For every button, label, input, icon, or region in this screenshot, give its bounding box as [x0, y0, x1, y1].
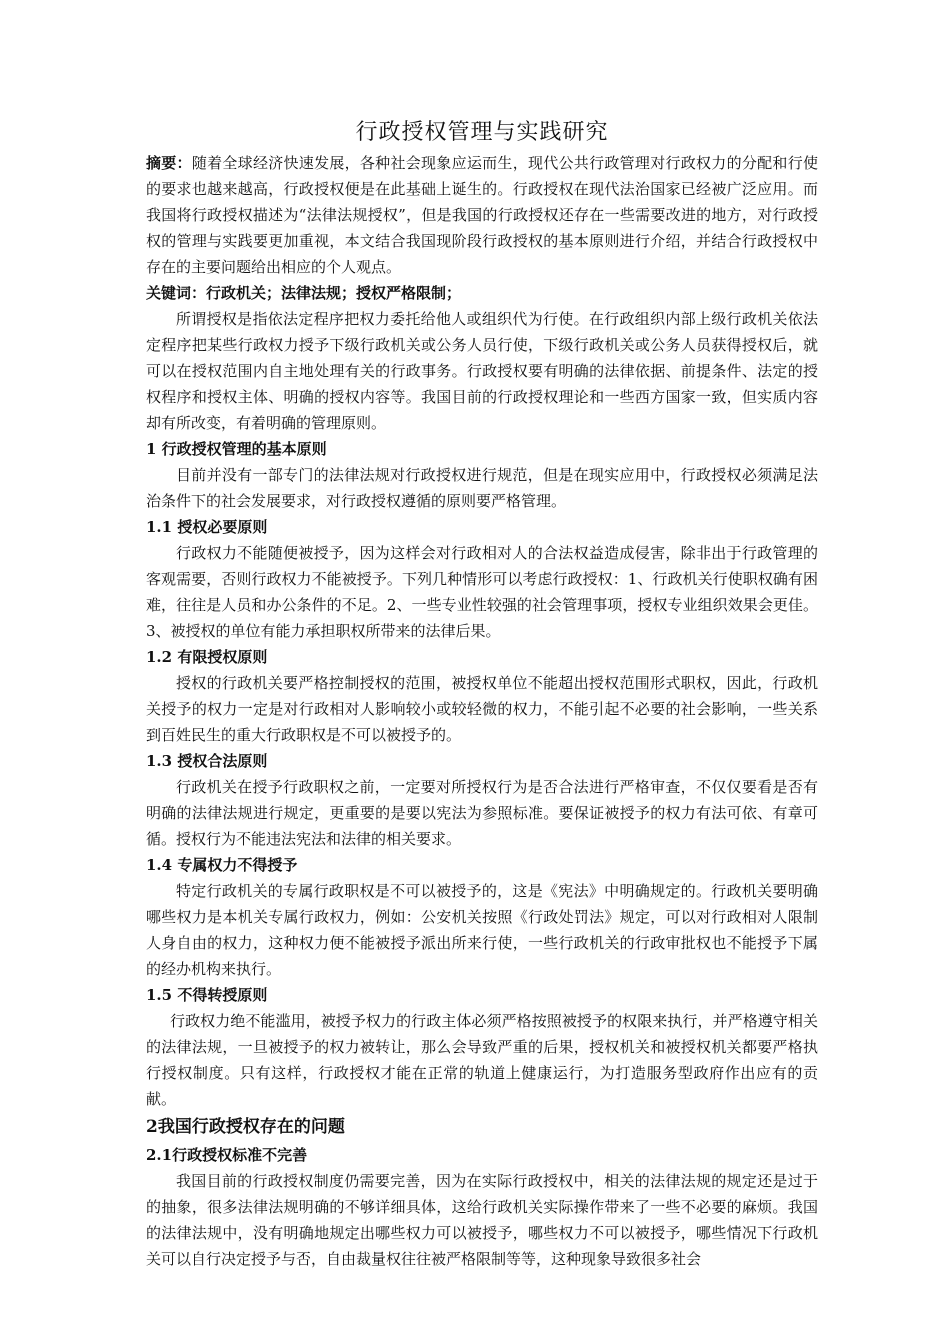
abstract-paragraph [146, 150, 818, 280]
section-2-1-paragraph: 我国目前的行政授权制度仍需要完善，因为在实际行政授权中，相关的法律法规的规定还是过于的抽象，很多法律法规明确的不够详细具体，这给行政机关实际操作带来了一些不必要的麻烦。我国的法律法规中，没有明确地规定出哪些权力可以被授予，哪些权力不可以被授予，哪些情况下行政机关可以自行决定授予与否，自由裁量权往往被严格限制等等，这种现象导致很多社会 [146, 1172, 818, 1268]
section-1-2-paragraph: 授权的行政机关要严格控制授权的范围，被授权单位不能超出授权范围形式职权，因此，行政机关授予的权力一定是对行政相对人影响较小或较轻微的权力，不能引起不必要的社会影响，一些关系到百姓民生的重大行政职权是不可以被授予的。 [146, 674, 818, 744]
section-2-1-heading: 2.1行政授权标准不完善 [146, 1146, 308, 1164]
section-1-heading: 1 行政授权管理的基本原则 [146, 440, 327, 458]
section-1-paragraph: 目前并没有一部专门的法律法规对行政授权进行规范，但是在现实应用中，行政授权必须满足法治条件下的社会发展要求，对行政授权遵循的原则要严格管理。 [146, 466, 818, 510]
section-1-1-heading: 1.1 授权必要原则 [146, 518, 268, 536]
abstract-text: 随着全球经济快速发展，各种社会现象应运而生，现代公共行政管理对行政权力的分配和行使的要求也越来越高，行政授权便是在此基础上诞生的。行政授权在现代法治国家已经被广泛应用。而我国将行政授权描述为“法律法规授权”，但是我国的行政授权还存在一些需要改进的地方，对行政授权的管理与实践要更加重视，本文结合我国现阶段行政授权的基本原则进行介绍，并结合行政授权中存在的主要问题给出相应的个人观点。 [146, 154, 818, 276]
section-1-3-paragraph: 行政机关在授予行政职权之前，一定要对所授权行为是否合法进行严格审查，不仅仅要看是否有明确的法律法规进行规定，更重要的是要以宪法为参照标准。要保证被授予的权力有法可依、有章可循。授权行为不能违法宪法和法律的相关要求。 [146, 778, 818, 848]
section-1-2-heading: 1.2 有限授权原则 [146, 648, 268, 666]
section-1-1-paragraph: 行政权力不能随便被授予，因为这样会对行政相对人的合法权益造成侵害，除非出于行政管理的客观需要，否则行政权力不能被授予。下列几种情形可以考虑行政授权：1、行政机关行使职权确有困难，往往是人员和办公条件的不足。2、一些专业性较强的社会管理事项，授权专业组织效果会更佳。3、被授权的单位有能力承担职权所带来的法律后果。 [146, 544, 818, 640]
section-2-heading: 2我国行政授权存在的问题 [146, 1117, 345, 1137]
section-1-3-heading: 1.3 授权合法原则 [146, 752, 268, 770]
intro-paragraph: 所谓授权是指依法定程序把权力委托给他人或组织代为行使。在行政组织内部上级行政机关依法定程序把某些行政权力授予下级行政机关或公务人员行使，下级行政机关或公务人员获得授权后，就可以在授权范围内自主地处理有关的行政事务。行政授权要有明确的法律依据、前提条件、法定的授权程序和授权主体、明确的授权内容等。我国目前的行政授权理论和一些西方国家一致，但实质内容却有所改变，有着明确的管理原则。 [146, 310, 818, 432]
section-1-4-paragraph: 特定行政机关的专属行政职权是不可以被授予的，这是《宪法》中明确规定的。行政机关要明确哪些权力是本机关专属行政权力，例如：公安机关按照《行政处罚法》规定，可以对行政相对人限制人身自由的权力，这种权力便不能被授予派出所来行使，一些行政机关的行政审批权也不能授予下属的经办机构来执行。 [146, 882, 818, 978]
abstract-label: 摘要： [146, 154, 192, 172]
section-1-4-heading: 1.4 专属权力不得授予 [146, 856, 298, 874]
section-1-5-heading: 1.5 不得转授原则 [146, 986, 268, 1004]
keywords-line: 关键词：行政机关；法律法规；授权严格限制； [146, 284, 462, 302]
document-page [146, 118, 818, 1272]
document-title: 行政授权管理与实践研究 [355, 120, 609, 145]
section-1-5-paragraph: 行政权力绝不能滥用，被授予权力的行政主体必须严格按照被授予的权限来执行，并严格遵守相关的法律法规，一旦被授予的权力被转让，那么会导致严重的后果，授权机关和被授权机关都要严格执行授权制度。只有这样，行政授权才能在正常的轨道上健康运行，为打造服务型政府作出应有的贡献。 [146, 1012, 818, 1108]
